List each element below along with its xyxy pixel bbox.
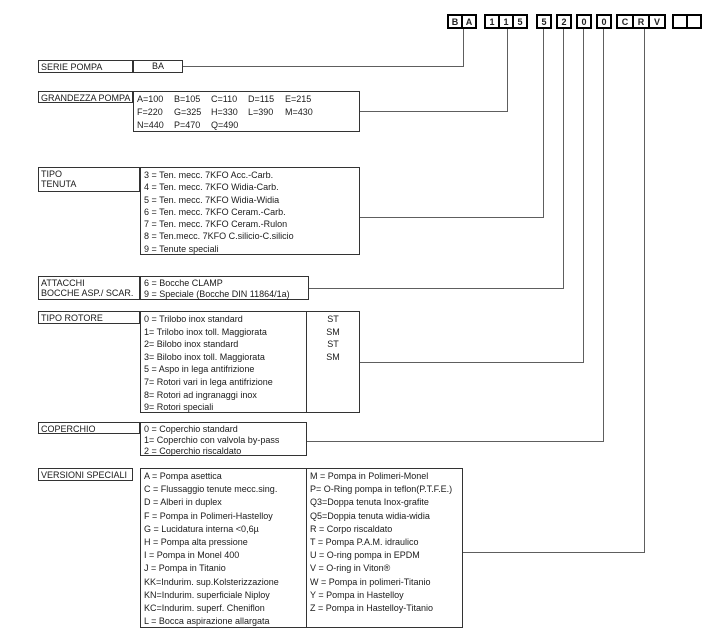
versione-option: M = Pompa in Polimeri-Monel (310, 471, 429, 481)
grandezza-cell: D=115 (248, 94, 275, 104)
code-char-box: 1 (498, 14, 514, 29)
versione-option: V = O-ring in Viton® (310, 563, 391, 574)
code-group-attacchi (556, 14, 572, 29)
attacchi-label-line1: ATTACCHI (41, 278, 85, 288)
versione-option: KN=Indurim. superficiale Niploy (144, 589, 270, 600)
rotore-tag: ST (327, 314, 339, 324)
tenuta-option: 4 = Ten. mecc. 7KFO Widia-Carb. (144, 182, 279, 193)
tenuta-option: 9 = Tenute speciali (144, 243, 219, 254)
versione-option: C = Flussaggio tenute mecc.sing. (144, 484, 278, 495)
connector-attacchi-v (563, 29, 564, 288)
code-char-box-empty (686, 14, 702, 29)
versione-option: H = Pompa alta pressione (144, 537, 248, 548)
code-char-box: 1 (484, 14, 500, 29)
rotore-option: 8= Rotori ad ingranaggi inox (144, 389, 257, 400)
versioni-speciali-label: VERSIONI SPECIALI (38, 468, 133, 481)
attacchi-option: 9 = Speciale (Bocche DIN 11864/1a) (144, 289, 290, 299)
grandezza-row (137, 106, 359, 119)
tipo-tenuta-label-line1: TIPO (41, 169, 63, 179)
grandezza-pompa-table (133, 91, 360, 132)
attacchi-table (140, 276, 309, 300)
versione-option: Y = Pompa in Hastelloy (310, 589, 404, 600)
rotore-tag: ST (327, 339, 339, 350)
grandezza-row (137, 119, 359, 132)
grandezza-cell: M=430 (285, 107, 313, 117)
versione-option: Q3=Doppa tenuta Inox-grafite (310, 497, 429, 508)
versione-option: Q5=Doppia tenuta widia-widia (310, 510, 430, 521)
code-group-spare (672, 14, 702, 29)
versione-option: J = Pompa in Titanio (144, 563, 226, 574)
rotore-option: 7= Rotori vari in lega antifrizione (144, 376, 273, 387)
grandezza-cell: H=330 (211, 107, 238, 117)
versione-option: I = Pompa in Monel 400 (144, 550, 240, 561)
serie-pompa-value: BA (133, 60, 183, 73)
code-char-box: A (461, 14, 477, 29)
code-char-box: V (648, 14, 666, 29)
code-char-box: 5 (536, 14, 552, 29)
code-char-box: C (616, 14, 634, 29)
code-char-box: 0 (596, 14, 612, 29)
connector-tenuta-h (360, 217, 544, 218)
versione-option: R = Corpo riscaldato (310, 523, 393, 534)
versione-option: KC=Indurim. superf. Cheniflon (144, 603, 265, 614)
rotore-option: 5 = Aspo in lega antifrizione (144, 364, 255, 375)
versione-option: W = Pompa in polimeri-Titanio (310, 576, 431, 587)
versione-option: KK=Indurim. sup.Kolsterizzazione (144, 576, 279, 587)
grandezza-cell: L=390 (248, 107, 274, 117)
code-group-rotore (576, 14, 592, 29)
versione-option: Z = Pompa in Hastelloy-Titanio (310, 603, 433, 614)
versione-option: P= O-Ring pompa in teflon(P.T.F.E.) (310, 484, 453, 495)
tenuta-option: 5 = Ten. mecc. 7KFO Widia-Widia (144, 194, 280, 205)
versione-option: D = Alberi in duplex (144, 497, 222, 508)
connector-versioni-v (644, 29, 645, 552)
connector-attacchi-h (309, 288, 564, 289)
rotore-option: 9= Rotori speciali (144, 402, 214, 413)
code-group-versioni (616, 14, 666, 29)
connector-grandezza-v (507, 29, 508, 111)
tenuta-option: 6 = Ten. mecc. 7KFO Ceram.-Carb. (144, 206, 286, 217)
grandezza-cell: E=215 (285, 94, 312, 104)
grandezza-pompa-label: GRANDEZZA POMPA (38, 91, 133, 103)
attacchi-label-line2: BOCCHE ASP./ SCAR. (41, 288, 134, 298)
connector-coperchio-v (603, 29, 604, 441)
tenuta-option: 3 = Ten. mecc. 7KFO Acc.-Carb. (144, 170, 274, 180)
versione-option: T = Pompa P.A.M. idraulico (310, 537, 419, 548)
grandezza-cell: C=110 (211, 94, 238, 104)
grandezza-cell: G=325 (174, 107, 202, 117)
versione-option: A = Pompa asettica (144, 471, 222, 481)
code-char-box: 2 (556, 14, 572, 29)
connector-tenuta-v (543, 29, 544, 217)
code-char-box: B (447, 14, 463, 29)
code-group-serie (447, 14, 477, 29)
connector-versioni-h (463, 552, 645, 553)
code-group-tenuta (536, 14, 552, 29)
tenuta-option: 7 = Ten. mecc. 7KFO Ceram.-Rulon (144, 219, 288, 230)
connector-grandezza-h (360, 111, 508, 112)
grandezza-cell: A=100 (137, 94, 164, 104)
rotore-tag: SM (326, 326, 340, 337)
tipo-tenuta-label-line2: TENUTA (41, 179, 77, 189)
grandezza-row (137, 93, 359, 106)
grandezza-cell: N=440 (137, 120, 164, 130)
tipo-rotore-tag-column (306, 311, 360, 413)
connector-serie-v (463, 29, 464, 66)
tipo-rotore-label: TIPO ROTORE (38, 311, 140, 324)
versioni-speciali-left-column (140, 468, 307, 628)
coperchio-table (140, 422, 307, 456)
coperchio-option: 2 = Coperchio riscaldato (144, 446, 242, 456)
versione-option: L = Bocca aspirazione allargata (144, 616, 270, 627)
rotore-option: 3= Bilobo inox toll. Maggiorata (144, 351, 265, 362)
tenuta-option: 8 = Ten.mecc. 7KFO C.silicio-C.silicio (144, 231, 294, 242)
versione-option: F = Pompa in Polimeri-Hastelloy (144, 510, 273, 521)
versione-option: U = O-ring pompa in EPDM (310, 550, 420, 561)
coperchio-label: COPERCHIO (38, 422, 140, 434)
tipo-tenuta-label (38, 167, 140, 192)
rotore-tag: SM (326, 351, 340, 362)
connector-coperchio-h (307, 441, 604, 442)
connector-rotore-v (583, 29, 584, 362)
rotore-option: 1= Trilobo inox toll. Maggiorata (144, 326, 267, 337)
grandezza-cell: P=470 (174, 120, 201, 130)
code-char-box: 5 (512, 14, 528, 29)
tipo-rotore-table (140, 311, 307, 413)
attacchi-option: 6 = Bocche CLAMP (144, 278, 223, 288)
attacchi-label (38, 276, 140, 300)
versioni-speciali-right-column (306, 468, 463, 628)
code-group-grandezza (484, 14, 528, 29)
code-char-box: R (632, 14, 650, 29)
versione-option: G = Lucidatura interna <0,6µ (144, 523, 259, 534)
coperchio-option: 1= Coperchio con valvola by-pass (144, 435, 280, 445)
rotore-option: 2= Bilobo inox standard (144, 339, 239, 350)
tipo-tenuta-table (140, 167, 360, 255)
rotore-option: 0 = Trilobo inox standard (144, 314, 243, 324)
code-char-box: 0 (576, 14, 592, 29)
grandezza-cell: Q=490 (211, 120, 239, 130)
coperchio-option: 0 = Coperchio standard (144, 424, 238, 434)
serie-pompa-label: SERIE POMPA (38, 60, 133, 73)
grandezza-cell: B=105 (174, 94, 201, 104)
connector-serie-h (183, 66, 464, 67)
connector-rotore-h (360, 362, 584, 363)
code-group-coperchio (596, 14, 612, 29)
grandezza-cell: F=220 (137, 107, 163, 117)
